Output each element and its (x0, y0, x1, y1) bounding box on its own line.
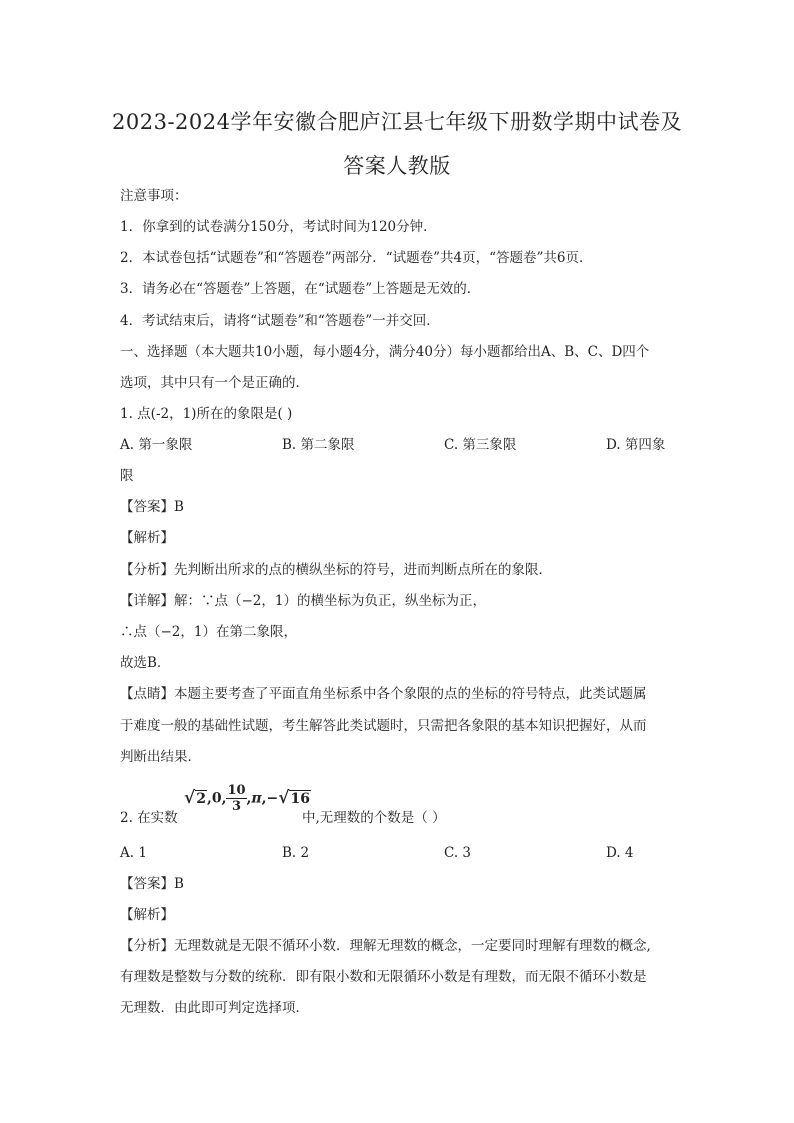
q1-dianjing-line3: 判断出结果． (120, 749, 201, 765)
q1-xiangjie: 【详解】解：∵点（−2，1）的横坐标为负正，纵坐标为正， (120, 593, 486, 609)
q1-option-wrap: 限 (120, 468, 134, 484)
section1-line2: 选项，其中只有一个是正确的． (120, 375, 309, 391)
q1-therefore: ∴点（−2，1）在第二象限， (120, 624, 297, 640)
q2-stem-prefix: 2. 在实数 (120, 810, 178, 826)
sqrt-2: √2 (184, 787, 206, 808)
fraction-10-3: $\frac{10}{3}$ (227, 783, 246, 814)
q2-option-d: D. 4 (606, 845, 634, 861)
section1-line1: 一、选择题（本大题共10小题，每小题4分，满分40分）每小题都给出A、B、C、D四个 (120, 344, 650, 360)
q1-option-a: A. 第一象限 (120, 437, 193, 453)
notes-item-4: 4．考试结束后，请将“试题卷”和“答题卷”一并交回． (120, 313, 440, 329)
q1-option-b: B. 第二象限 (282, 437, 355, 453)
notes-item-2: 2．本试卷包括“试题卷”和“答题卷”两部分．“试题卷”共4页，“答题卷”共6页． (120, 250, 593, 266)
q1-analysis-heading: 【解析】 (120, 530, 174, 546)
q2-math-expression: √2,0, $\frac{10}{3}$ ,π,−√16 (184, 783, 310, 814)
q2-option-a: A. 1 (120, 845, 147, 861)
notes-item-3: 3．请务必在“答题卷”上答题，在“试题卷”上答题是无效的． (120, 281, 481, 297)
doc-title-line2: 答案人教版 (343, 154, 451, 178)
q1-option-d: D. 第四象 (606, 437, 666, 453)
q1-dianjing-line2: 于难度一般的基础性试题，考生解答此类试题时，只需把各象限的基本知识把握好，从而 (120, 718, 647, 734)
q1-stem: 1. 点(-2，1)所在的象限是( ) (120, 406, 293, 422)
notes-item-1: 1．你拿到的试卷满分150分，考试时间为120分钟． (120, 219, 437, 235)
zero: 0 (211, 790, 222, 807)
q2-answer: 【答案】B (120, 876, 184, 892)
q1-fenxi: 【分析】先判断出所求的点的横纵坐标的符号，进而判断点所在的象限． (120, 562, 552, 578)
sqrt-16: √16 (278, 787, 310, 808)
doc-title-line1: 2023-2024学年安徽合肥庐江县七年级下册数学期中试卷及 (112, 110, 682, 134)
pi: π (251, 790, 262, 807)
q2-fenxi-line3: 无理数．由此即可判定选择项． (120, 1000, 309, 1016)
q2-stem-suffix: 中,无理数的个数是（ ） (302, 810, 446, 826)
q2-fenxi-line2: 有理数是整数与分数的统称．即有限小数和无限循环小数是有理数，而无限不循环小数是 (120, 969, 647, 985)
q2-analysis-heading: 【解析】 (120, 907, 174, 923)
q2-option-b: B. 2 (282, 845, 310, 861)
notes-heading: 注意事项： (120, 188, 188, 204)
q2-fenxi-line1: 【分析】无理数就是无限不循环小数．理解无理数的概念，一定要同时理解有理数的概念, (120, 938, 651, 954)
q1-dianjing-line1: 【点睛】本题主要考查了平面直角坐标系中各个象限的点的坐标的符号特点，此类试题属 (120, 686, 647, 702)
q1-option-c: C. 第三象限 (444, 437, 517, 453)
q2-option-c: C. 3 (444, 845, 472, 861)
q1-answer: 【答案】B (120, 499, 184, 515)
q1-conclude: 故选B． (120, 655, 171, 671)
